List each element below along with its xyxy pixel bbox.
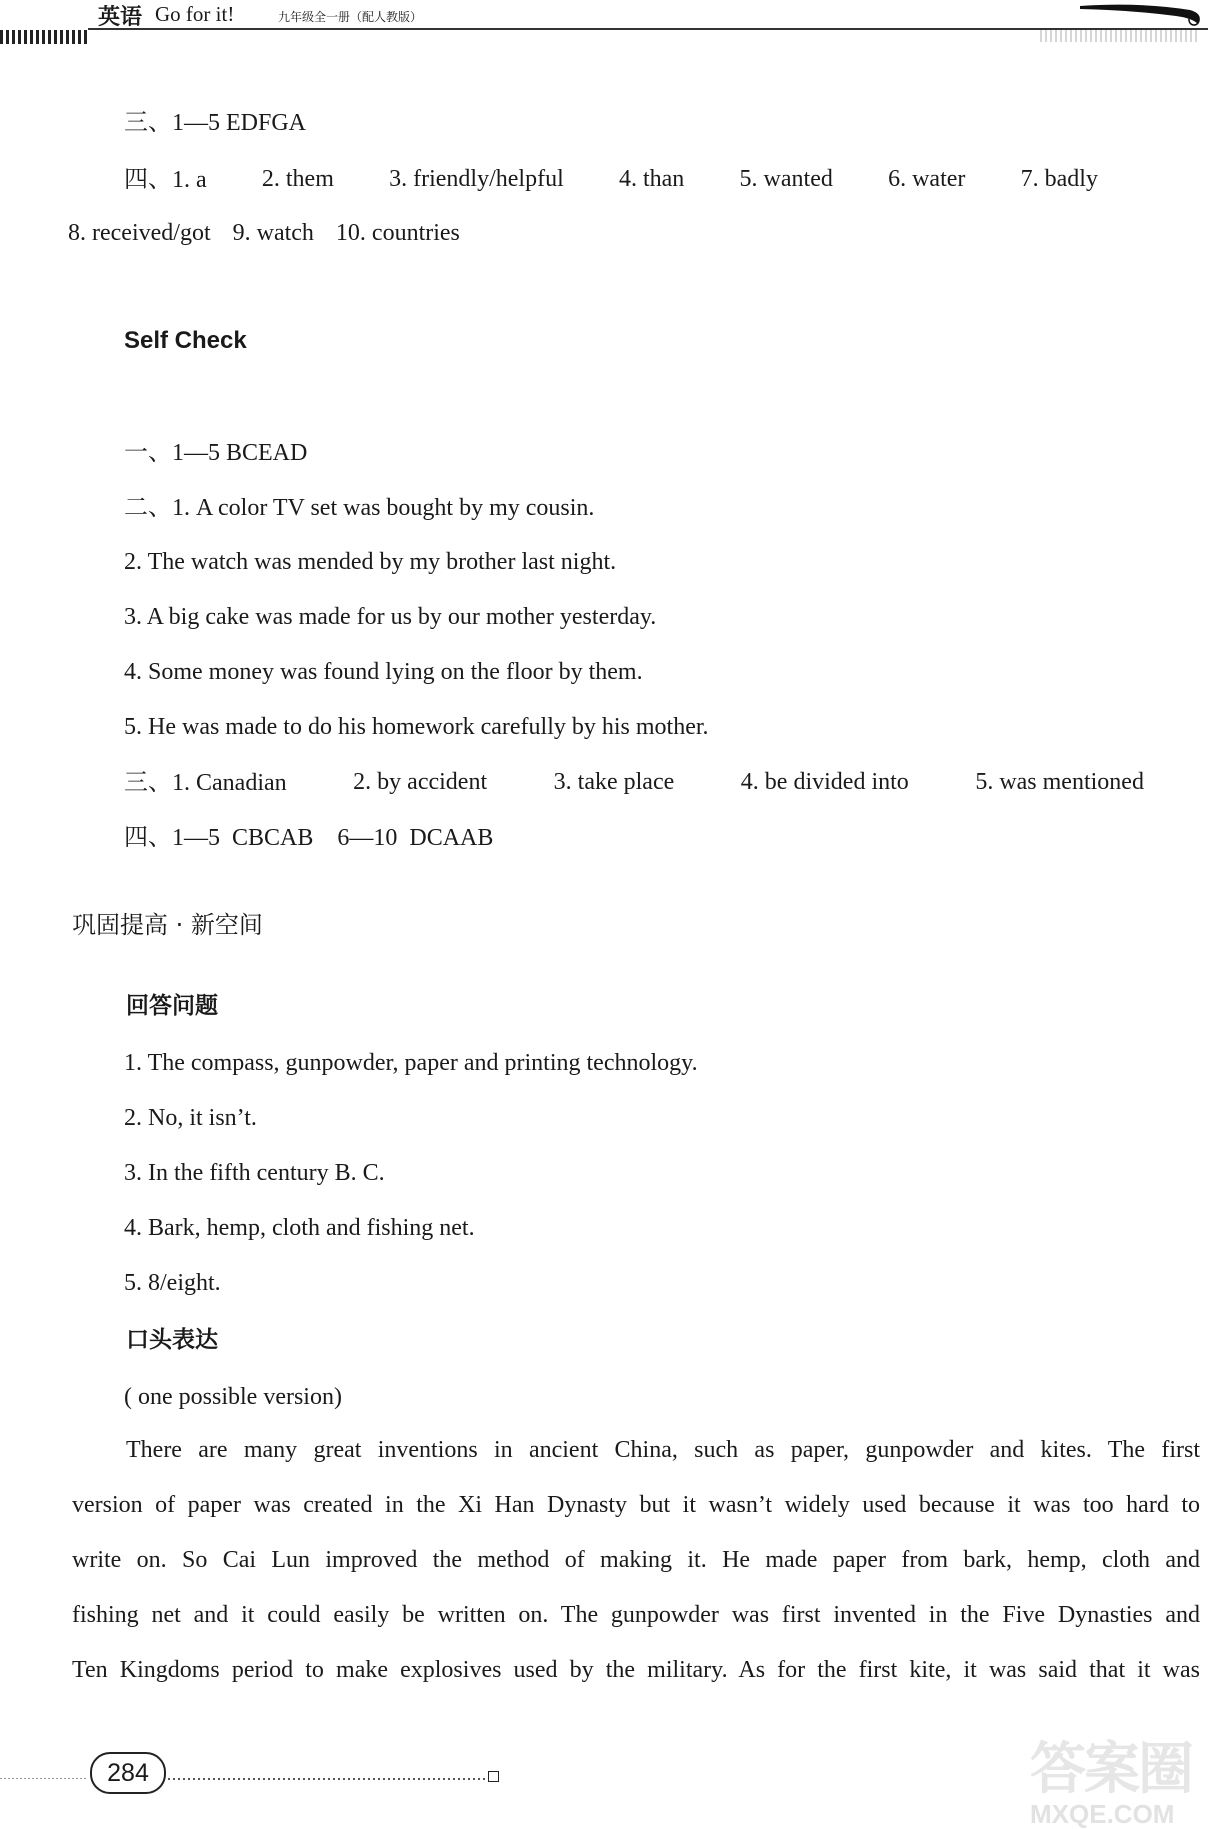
self-check-section-2-item-4: 4. Some money was found lying on the floor by them.: [124, 659, 643, 685]
page-number: 284: [90, 1752, 166, 1794]
oral-paragraph-line-5: Ten Kingdoms period to make explosives used by the military. As for the first kite, it was said that it was: [72, 1657, 1200, 1683]
oral-paragraph-line-3: write on. So Cai Lun improved the method of making it. He made paper from bark, hemp, cloth and: [72, 1547, 1200, 1573]
self-check-section-4: 四、1—5 CBCAB 6—10 DCAAB: [124, 823, 494, 851]
qa-answer-5: 5. 8/eight.: [124, 1270, 221, 1296]
qa-answer-2: 2. No, it isn’t.: [124, 1105, 257, 1131]
self-check-section-2-item-5: 5. He was made to do his homework carefully by his mother.: [124, 714, 709, 740]
watermark-logo: 答案圈 MXQE.COM: [1030, 1737, 1192, 1829]
oral-paragraph-line-1: There are many great inventions in ancient China, such as paper, gunpowder and kites. The first: [126, 1437, 1200, 1463]
self-check-section-2-item-1: 二、1. A color TV set was bought by my cousin.: [124, 493, 595, 521]
header-dotted-decoration: [1040, 30, 1200, 42]
self-check-section-2-item-3: 3. A big cake was made for us by our mother yesterday.: [124, 604, 657, 630]
oral-paragraph: [72, 1423, 1200, 1698]
footer-dotted-rule: [168, 1778, 486, 1780]
header-subtitle: Go for it!: [155, 2, 235, 26]
header-edition: 九年级全一册（配人教版）: [278, 10, 423, 24]
header-barcode-decoration: [0, 30, 88, 44]
section-4-answers-row1: 四、1. a 2. them 3. friendly/helpful 4. than 5. wanted 6. water 7. badly: [124, 165, 1098, 193]
qa-heading: 回答问题: [126, 993, 218, 1019]
header-title: 英语: [98, 5, 143, 30]
self-check-heading: Self Check: [124, 327, 247, 354]
oral-paragraph-line-4: fishing net and it could easily be written on. The gunpowder was first invented in the Five Dynasties and: [72, 1602, 1200, 1628]
qa-answer-1: 1. The compass, gunpowder, paper and printing technology.: [124, 1050, 698, 1076]
section-3-answers: 三、1—5 EDFGA: [124, 108, 307, 136]
self-check-section-3: 三、1. Canadian 2. by accident 3. take place 4. be divided into 5. was mentioned: [124, 768, 1144, 796]
footer-square-icon: [488, 1771, 499, 1782]
header-swoosh-icon: [1080, 0, 1208, 34]
self-check-section-2-item-2: 2. The watch was mended by my brother last night.: [124, 549, 617, 575]
oral-version-note: ( one possible version): [124, 1384, 342, 1410]
self-check-section-1: 一、1—5 BCEAD: [124, 438, 308, 466]
footer-left-rule: [0, 1778, 86, 1779]
section-4-answers-row2: 8. received/got 9. watch 10. countries: [68, 220, 460, 246]
qa-answer-4: 4. Bark, hemp, cloth and fishing net.: [124, 1215, 475, 1241]
page-header: [0, 0, 1218, 40]
oral-heading: 口头表达: [126, 1327, 218, 1353]
qa-answer-3: 3. In the fifth century B. C.: [124, 1160, 385, 1186]
oral-paragraph-line-2: version of paper was created in the Xi Han Dynasty but it wasn’t widely used because it was too hard to: [72, 1492, 1200, 1518]
consolidate-heading: 巩固提高 · 新空间: [72, 911, 263, 939]
